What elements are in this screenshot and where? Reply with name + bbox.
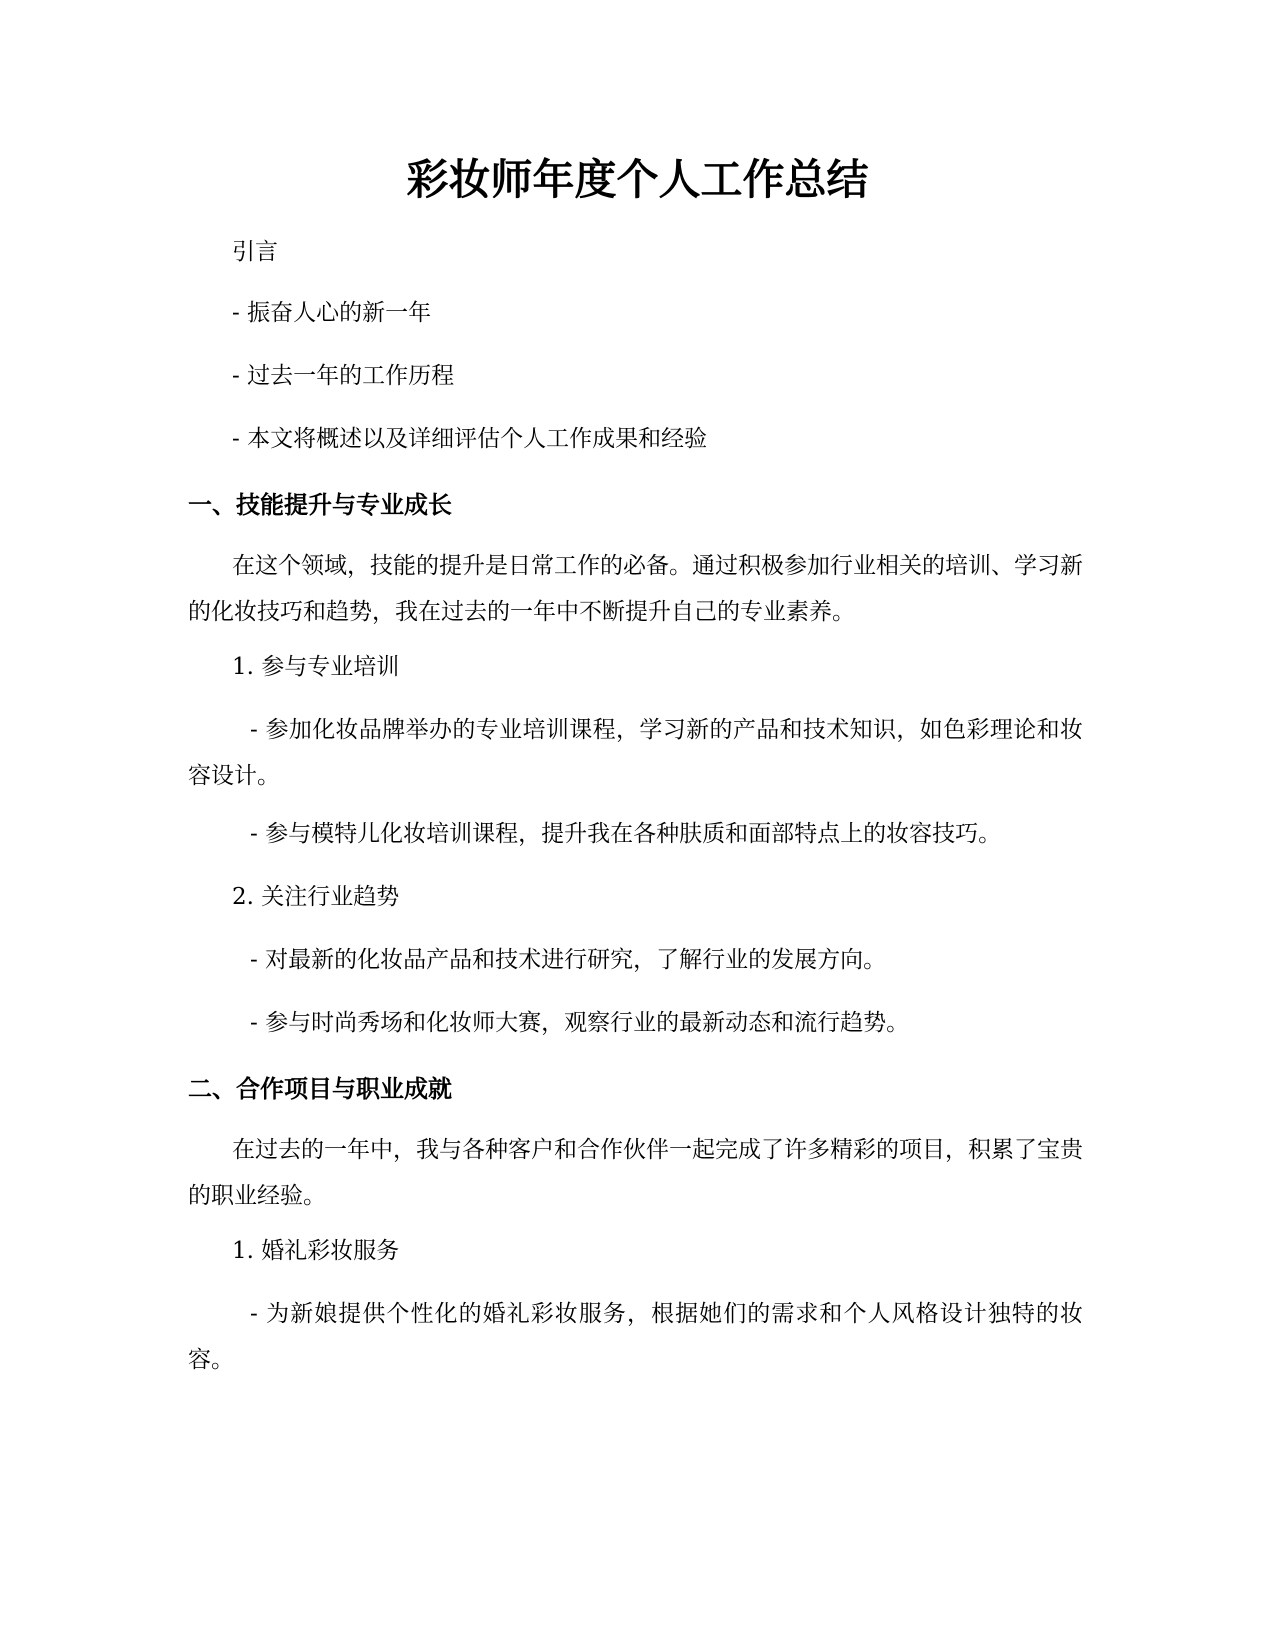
intro-item: - 本文将概述以及详细评估个人工作成果和经验 xyxy=(232,426,708,452)
section-paragraph: 在过去的一年中，我与各种客户和合作伙伴一起完成了许多精彩的项目，积累了宝贵的职业经验。 xyxy=(188,1137,1083,1209)
document-title: 彩妆师年度个人工作总结 xyxy=(406,155,869,204)
section-heading: 二、合作项目与职业成就 xyxy=(188,1075,452,1103)
subsection-title: 2. 关注行业趋势 xyxy=(232,884,400,910)
subsection-point: - 为新娘提供个性化的婚礼彩妆服务，根据她们的需求和个人风格设计独特的妆容。 xyxy=(188,1301,1083,1373)
subsection-title: 1. 婚礼彩妆服务 xyxy=(232,1238,400,1264)
subsection-point: - 参加化妆品牌举办的专业培训课程，学习新的产品和技术知识，如色彩理论和妆容设计。 xyxy=(188,717,1083,789)
intro-heading: 引言 xyxy=(232,239,278,265)
intro-item: - 振奋人心的新一年 xyxy=(232,300,432,326)
section-paragraph: 在这个领域，技能的提升是日常工作的必备。通过积极参加行业相关的培训、学习新的化妆技巧和趋势，我在过去的一年中不断提升自己的专业素养。 xyxy=(188,553,1083,625)
subsection-point: - 参与模特儿化妆培训课程，提升我在各种肤质和面部特点上的妆容技巧。 xyxy=(250,821,1002,847)
subsection-point: - 对最新的化妆品产品和技术进行研究，了解行业的发展方向。 xyxy=(250,947,887,973)
intro-item: - 过去一年的工作历程 xyxy=(232,363,455,389)
subsection-title: 1. 参与专业培训 xyxy=(232,654,400,680)
subsection-point: - 参与时尚秀场和化妆师大赛，观察行业的最新动态和流行趋势。 xyxy=(250,1010,910,1036)
section-heading: 一、技能提升与专业成长 xyxy=(188,491,452,519)
